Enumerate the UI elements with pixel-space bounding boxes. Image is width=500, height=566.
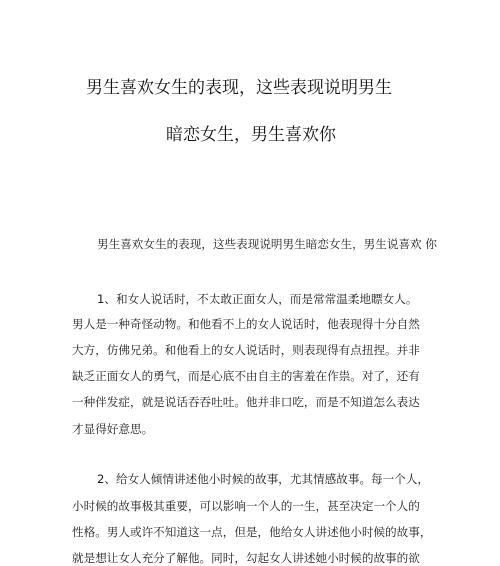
paragraph-1-line-1: 1、和女人说话时，不太敢正面女人，而是常常温柔地瞟女人。 <box>97 292 418 306</box>
paragraph-2-line-3: 性格。男人或许不知道这一点，但是，他给女人讲述他小时候的故事， <box>72 525 432 539</box>
paragraph-1-line-3: 大方，仿佛兄弟。和他看上的女人说话时，则表现得有点扭捏。并非 <box>72 343 420 357</box>
intro-paragraph: 男生喜欢女生的表现，这些表现说明男生暗恋女生，男生说喜欢 你 <box>97 237 437 251</box>
paragraph-1-line-5: 一种伴发症，就是说话吞吞吐吐。他并非口吃，而是不知道怎么表达 <box>72 395 420 409</box>
document-title-line-1: 男生喜欢女生的表现，这些表现说明男生 <box>86 78 392 98</box>
paragraph-1-line-6: 才显得好意思。 <box>72 422 154 436</box>
paragraph-1-line-4: 缺乏正面女人的勇气，而是心底不由自主的害羞在作祟。对了，还有 <box>72 369 420 383</box>
paragraph-1-line-2: 男人是一种奇怪动物。和他看不上的女人说话时，他表现得十分自然 <box>72 317 420 331</box>
document-title-line-2: 暗恋女生，男生喜欢你 <box>166 125 336 145</box>
paragraph-2-line-1: 2、给女人倾情讲述他小时候的故事，尤其情感故事。每一个人， <box>97 472 430 486</box>
paragraph-2-line-4: 就是想让女人充分了解他。同时，勾起女人讲述她小时候的故事的欲 <box>72 551 420 565</box>
paragraph-2-line-2: 小时候的故事极其重要，可以影响一个人的一生，甚至决定一个人的 <box>72 499 420 513</box>
